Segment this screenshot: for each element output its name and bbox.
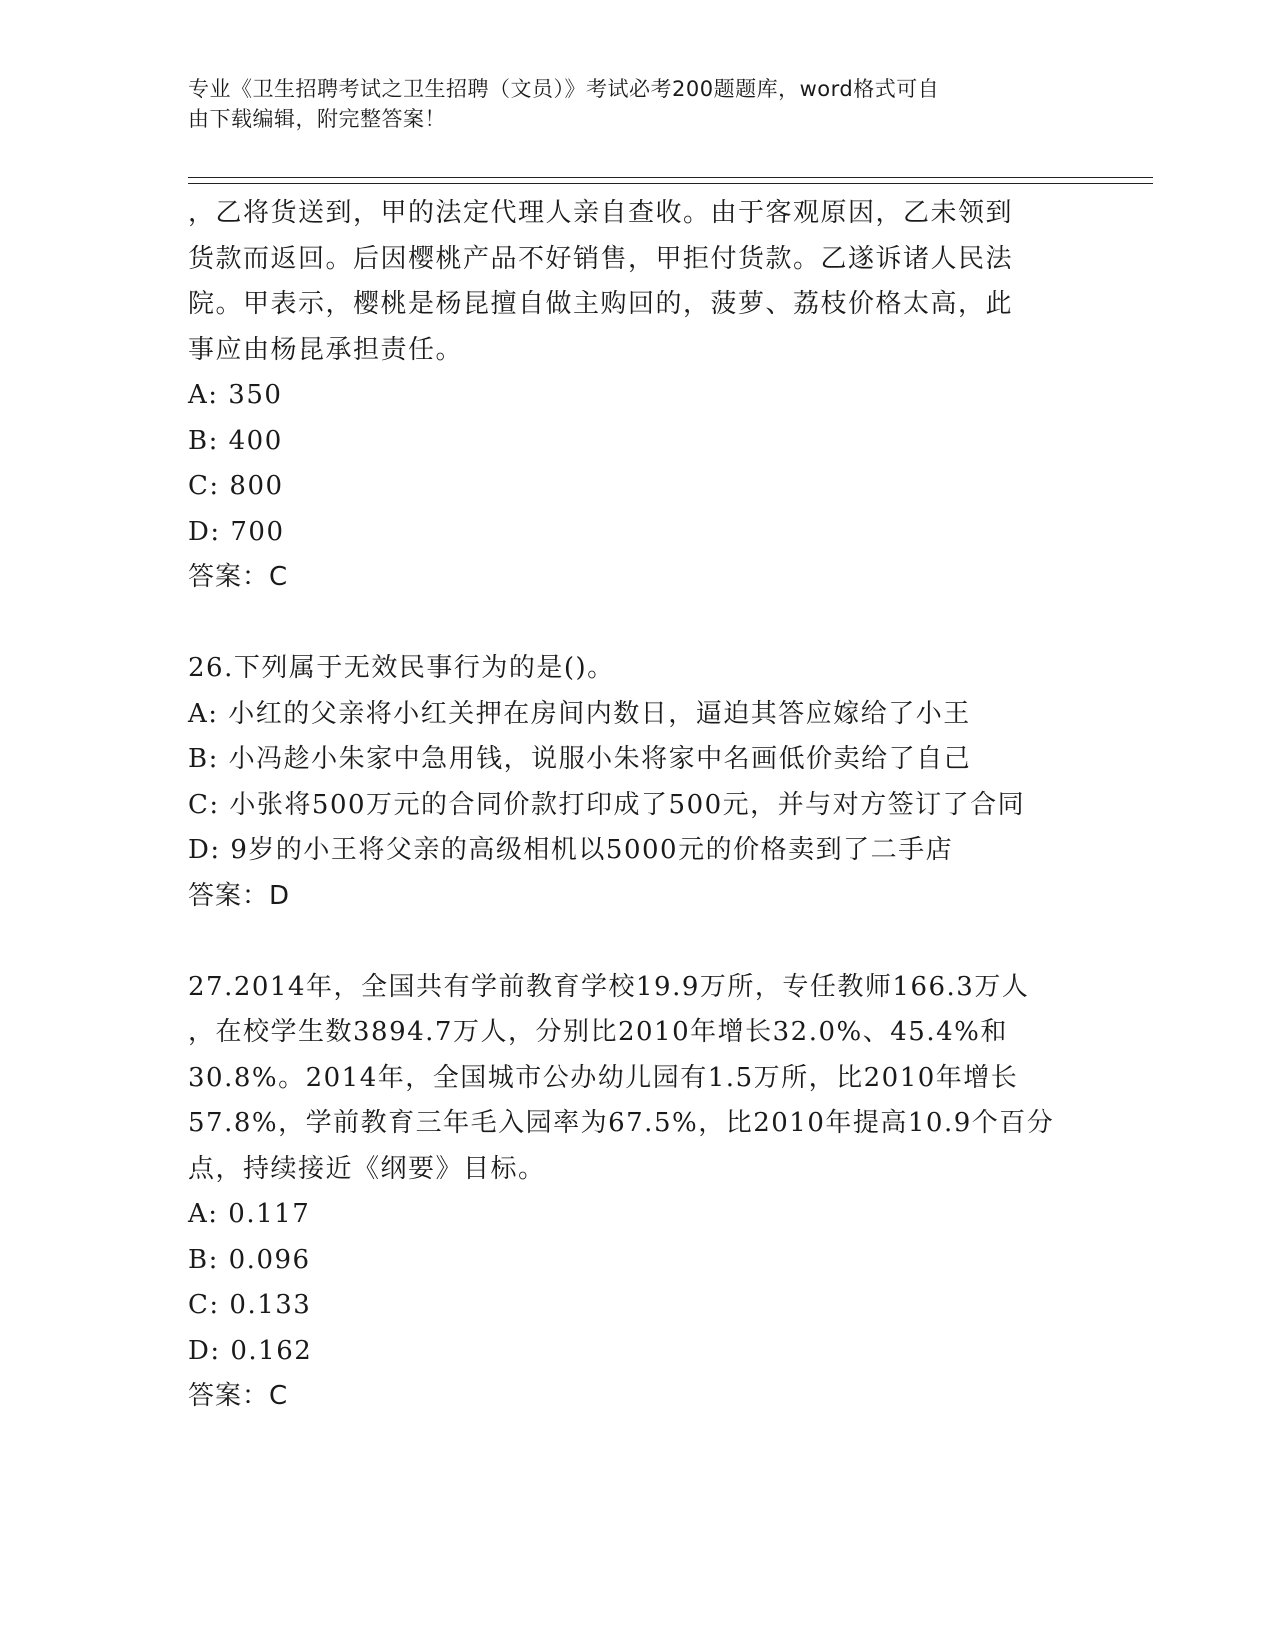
question-stem-line: ，乙将货送到，甲的法定代理人亲自查收。由于客观原因，乙未领到 [188,198,1014,228]
option-d: D: 0.162 [188,1335,313,1366]
option-b: B: 小冯趁小朱家中急用钱，说服小朱将家中名画低价卖给了自己 [188,744,972,774]
question-stem-line: 26.下列属于无效民事行为的是()。 [188,653,615,683]
header-divider-bottom [188,183,1153,184]
question-stem-line: 30.8%。2014年，全国城市公办幼儿园有1.5万所，比2010年增长 [188,1062,1019,1093]
question-stem-line: 点，持续接近《纲要》目标。 [188,1153,546,1184]
question-spacer [188,601,1088,647]
header-divider-top [188,177,1153,178]
question-26 [188,646,1088,919]
option-a: A: 350 [188,380,283,410]
option-c: C: 小张将500万元的合同价款打印成了500元，并与对方签订了合同 [188,789,1026,820]
question-stem-line: 57.8%，学前教育三年毛入园率为67.5%，比2010年提高10.9个百分 [188,1108,1055,1138]
question-stem-line: 院。甲表示，樱桃是杨昆擅自做主购回的，菠萝、荔枝价格太高，此 [188,289,1014,319]
question-25 [188,191,1088,601]
document-body [188,191,1088,1420]
answer-line: 答案：C [188,562,289,592]
answer-line: 答案：C [188,1381,289,1411]
document-header [188,74,1068,134]
option-a: A: 小红的父亲将小红关押在房间内数日，逼迫其答应嫁给了小王 [188,698,971,729]
header-line-2: 由下载编辑，附完整答案！ [188,107,446,131]
option-d: D: 700 [188,516,285,547]
question-stem-line: 事应由杨昆承担责任。 [188,334,464,365]
option-c: C: 800 [188,471,284,501]
header-line-1: 专业《卫生招聘考试之卫生招聘（文员）》考试必考200题题库，word格式可自 [188,77,940,101]
question-27 [188,965,1088,1420]
question-stem-line: 货款而返回。后因樱桃产品不好销售，甲拒付货款。乙遂诉诸人民法 [188,243,1014,274]
question-stem-line: 27.2014年，全国共有学前教育学校19.9万所，专任教师166.3万人 [188,971,1030,1002]
option-b: B: 400 [188,425,283,456]
option-a: A: 0.117 [188,1199,311,1229]
option-c: C: 0.133 [188,1290,312,1320]
question-spacer [188,919,1088,965]
answer-line: 答案：D [188,880,291,911]
question-stem-line: ，在校学生数3894.7万人，分别比2010年增长32.0%、45.4%和 [188,1017,1008,1047]
option-b: B: 0.096 [188,1244,311,1275]
option-d: D: 9岁的小王将父亲的高级相机以5000元的价格卖到了二手店 [188,835,954,865]
